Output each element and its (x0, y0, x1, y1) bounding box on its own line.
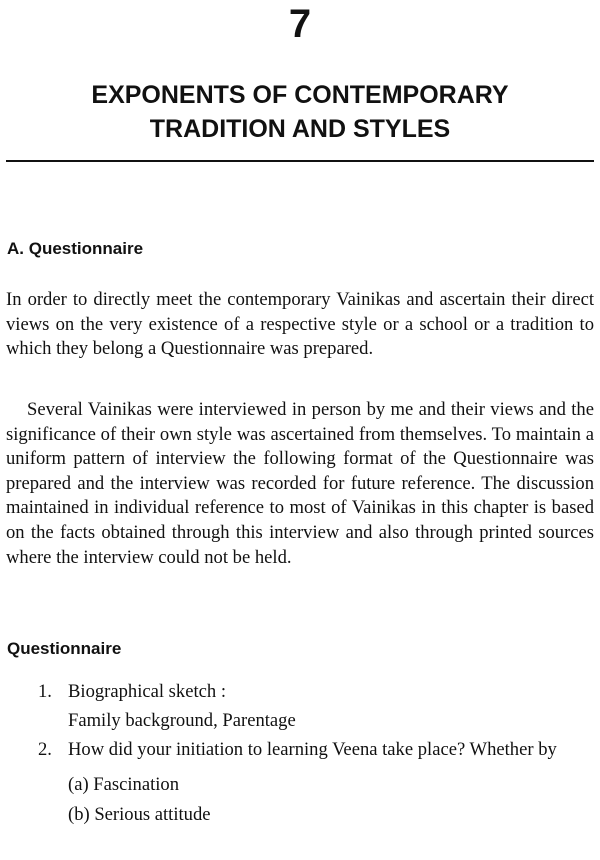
options-list (0, 772, 600, 832)
section-heading-questionnaire-a: A. Questionnaire (7, 239, 144, 258)
chapter-number: 7 (288, 2, 312, 46)
chapter-title-line-2: TRADITION AND STYLES (149, 115, 451, 143)
paragraph-1: In order to directly meet the contemporary Vainikas and ascertain their direct views on the very existence of a respective style or a school or a tradition to which they belong a Questionnaire was prepared. (6, 289, 594, 360)
chapter-title (0, 78, 600, 146)
title-divider (6, 160, 594, 162)
questionnaire-list (0, 679, 600, 832)
item-number: 2. (38, 739, 52, 760)
option-item: (b) Serious attitude (68, 804, 211, 825)
questionnaire-item (0, 679, 588, 733)
item-text: How did your initiation to learning Veena take place? Whether by (68, 739, 557, 760)
paragraph-2: Several Vainikas were interviewed in person by me and their views and the significance of their own style was ascertained from themselves. To maintain a uniform pattern of interview the following format of the Questionnaire was prepared and the interview was recorded for future reference. The discussion maintained in individual reference to most of Vainikas in this chapter is based on the facts obtained through this interview and also through printed sources where the interview could not be held. (6, 399, 594, 568)
questionnaire-heading: Questionnaire (7, 639, 122, 658)
chapter-title-line-1: EXPONENTS OF CONTEMPORARY (91, 81, 509, 109)
option-item: (a) Fascination (68, 774, 180, 795)
item-detail: Family background, Parentage (68, 710, 296, 731)
item-number: 1. (38, 681, 52, 702)
item-text: Biographical sketch : (68, 681, 227, 702)
questionnaire-item (0, 737, 588, 762)
